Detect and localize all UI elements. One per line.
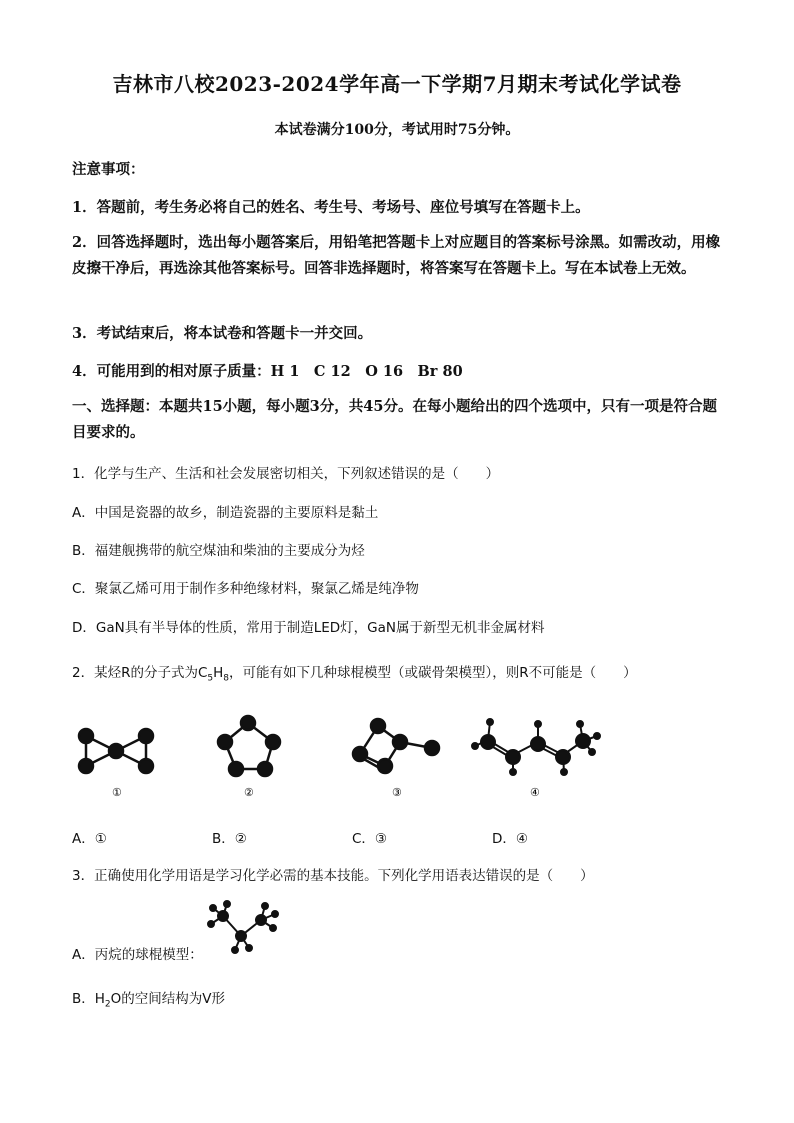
note-item-2: 2．回答选择题时，选出每小题答案后，用铅笔把答题卡上对应题目的答案标号涂黑。如需改动，用橡皮擦干净后，再选涂其他答案标号。回答非选择题时，将答案写在答题卡上。写在本试卷上无效。: [72, 234, 721, 277]
question-2-option-a: A．①: [72, 831, 107, 847]
ball-stick-models-figure: [70, 710, 630, 810]
page-title: 吉林市八校2023-2024学年高一下学期7月期末考试化学试卷: [112, 72, 682, 96]
model-label-4: ④: [530, 786, 540, 799]
model-4-pentadiene: [472, 719, 600, 775]
model-label-2: ②: [244, 786, 254, 799]
question-1-option-a: A．中国是瓷器的故乡，制造瓷器的主要原料是黏土: [72, 505, 379, 521]
notes-heading: 注意事项：: [72, 161, 145, 178]
note-item-1: 1．答题前，考生务必将自己的姓名、考生号、考场号、座位号填写在答题卡上。: [72, 199, 590, 216]
question-2-option-c: C．③: [352, 831, 388, 847]
question-2-option-b: B．②: [212, 831, 247, 847]
question-1-option-b: B．福建舰携带的航空煤油和柴油的主要成分为烃: [72, 543, 365, 559]
model-2-cyclopentene: [218, 716, 280, 776]
model-3-methylcyclobutene: [353, 719, 439, 773]
question-3-option-b: B．$H_2O$的空间结构为V形: [72, 991, 226, 1010]
question-2-option-d: D．④: [492, 831, 528, 847]
exam-info: 本试卷满分100分，考试用时75分钟。: [274, 122, 520, 138]
note-item-3: 3．考试结束后，将本试卷和答题卡一并交回。: [72, 325, 373, 342]
question-1-option-c: C．聚氯乙烯可用于制作多种绝缘材料，聚氯乙烯是纯净物: [72, 581, 419, 597]
note-item-4: 4．可能用到的相对原子质量：H 1 C 12 O 16 Br 80: [72, 363, 463, 380]
model-label-3: ③: [392, 786, 402, 799]
model-label-1: ①: [112, 786, 122, 799]
question-1-option-d: D．GaN具有半导体的性质，常用于制造LED灯，GaN属于新型无机非金属材料: [72, 620, 545, 636]
question-2-stem: 2．某烃R的分子式为$C_5H_8$，可能有如下几种球棍模型（或碳骨架模型），则R不可能是（ ）: [72, 665, 637, 684]
question-3-option-a: A．丙烷的球棍模型：: [72, 947, 203, 963]
question-3-stem: 3．正确使用化学用语是学习化学必需的基本技能。下列化学用语表达错误的是（ ）: [72, 868, 594, 884]
model-1-bicyclic: [79, 729, 153, 773]
section-heading: 一、选择题：本题共15小题，每小题3分，共45分。在每小题给出的四个选项中，只有一项是符合题目要求的。: [72, 398, 717, 441]
question-1-stem: 1．化学与生产、生活和社会发展密切相关，下列叙述错误的是（ ）: [72, 466, 500, 482]
propane-ball-stick-model: [205, 898, 285, 958]
